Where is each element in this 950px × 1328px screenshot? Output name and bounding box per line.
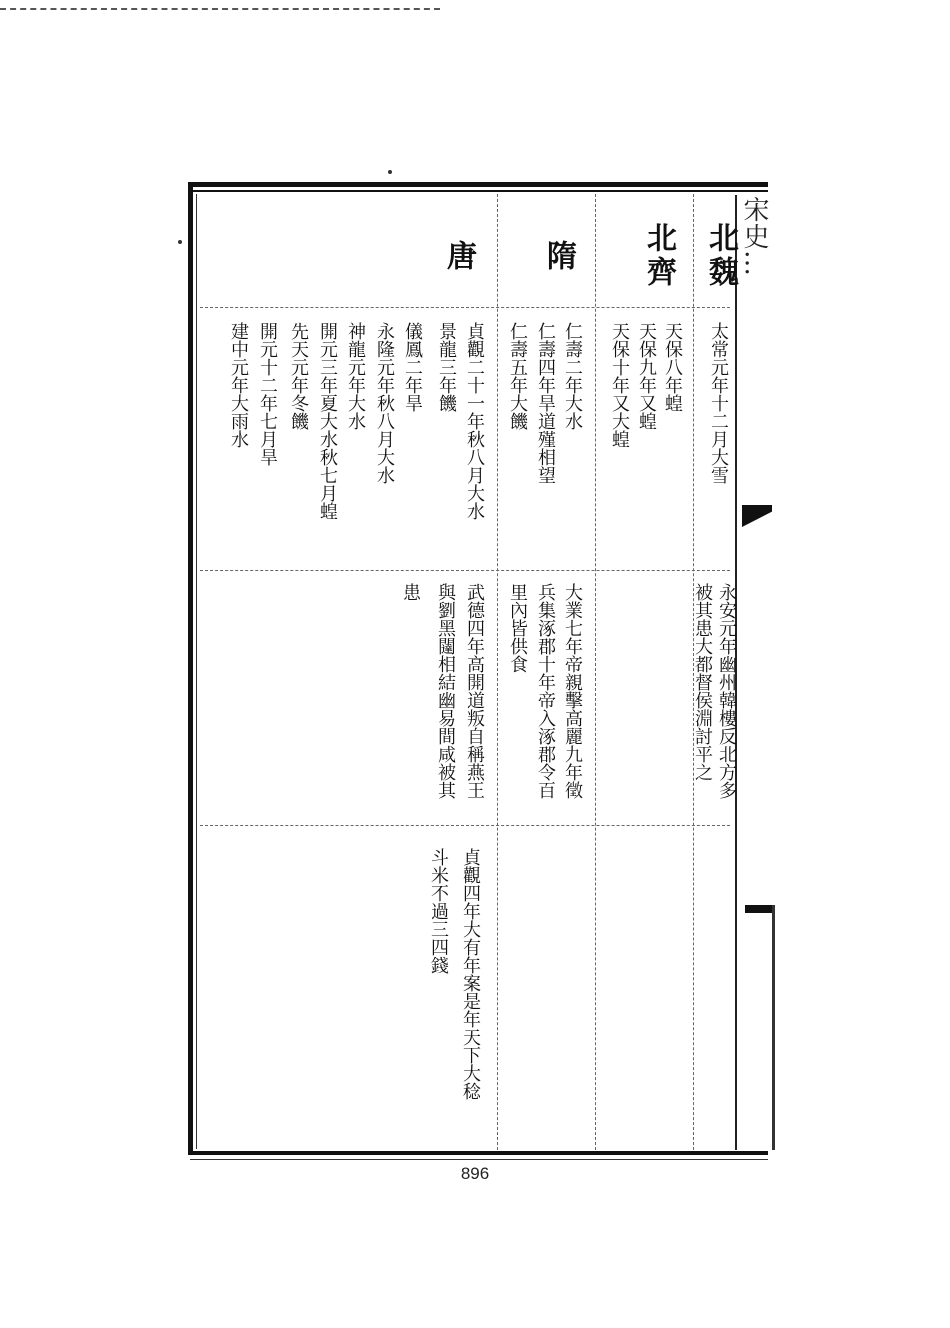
column-divider xyxy=(595,194,597,1150)
entry-text: 開元十二年七月旱 xyxy=(257,322,278,466)
entry-text: 武德四年高開道叛自稱燕王 xyxy=(464,583,485,799)
fishtail-mark-lower xyxy=(745,905,773,913)
frame-top-inner-rule xyxy=(192,190,768,192)
frame-left-rule xyxy=(188,182,193,1155)
entry-text: 永隆元年秋八月大水 xyxy=(374,322,395,484)
frame-left-inner-rule xyxy=(196,194,197,1149)
entry-text: 太常元年十二月大雪 xyxy=(708,322,729,484)
row-divider-header xyxy=(200,307,730,308)
margin-label: 宋史… xyxy=(739,196,769,277)
entry-text: 天保九年又蝗 xyxy=(636,322,657,430)
margin-edge-rule xyxy=(772,905,775,1150)
entry-text: 仁壽二年大水 xyxy=(562,322,583,430)
entry-text: 仁壽四年旱道殣相望 xyxy=(535,322,556,484)
row-divider xyxy=(200,825,730,826)
entry-text: 大業七年帝親擊高麗九年徵 xyxy=(562,583,583,799)
top-dashed-rule xyxy=(0,8,440,10)
entry-text: 貞觀二十一年秋八月大水 xyxy=(464,322,485,520)
ink-speck xyxy=(388,170,392,174)
entry-text: 先天元年冬饑 xyxy=(288,322,309,430)
entry-text: 開元三年夏大水秋七月蝗 xyxy=(317,322,338,520)
row-divider xyxy=(200,570,730,571)
dynasty-heading-beiwei: 北魏 xyxy=(703,222,738,290)
dynasty-heading-beiqi: 北齊 xyxy=(641,222,676,290)
entry-text: 兵集涿郡十年帝入涿郡令百 xyxy=(535,583,556,799)
frame-top-rule xyxy=(190,182,768,187)
entry-text: 景龍三年饑 xyxy=(436,322,457,412)
page-number: 896 xyxy=(460,1164,490,1183)
entry-text: 神龍元年大水 xyxy=(345,322,366,430)
entry-text: 儀鳳二年旱 xyxy=(402,322,423,412)
entry-text: 里內皆供食 xyxy=(507,583,528,673)
entry-text: 斗米不過三四錢 xyxy=(428,848,449,974)
entry-text: 天保十年又大蝗 xyxy=(609,322,630,448)
ink-speck xyxy=(178,240,182,244)
fishtail-mark xyxy=(742,505,772,527)
entry-text: 貞觀四年大有年案是年天下大稔 xyxy=(460,848,481,1100)
dynasty-heading-tang: 唐 xyxy=(441,240,476,274)
entry-text: 患 xyxy=(400,583,421,601)
entry-text: 仁壽五年大饑 xyxy=(507,322,528,430)
entry-text: 建中元年大雨水 xyxy=(228,322,249,448)
frame-bottom-inner-rule xyxy=(190,1159,768,1160)
column-divider xyxy=(497,194,499,1150)
entry-text: 與劉黑闥相結幽易間咸被其 xyxy=(435,583,456,799)
entry-text: 被其患大都督侯淵討平之 xyxy=(692,583,713,781)
entry-text: 永安元年幽州韓樓反北方多 xyxy=(716,583,737,799)
dynasty-heading-sui: 隋 xyxy=(541,240,576,274)
frame-bottom-rule xyxy=(188,1151,768,1155)
entry-text: 天保八年蝗 xyxy=(662,322,683,412)
